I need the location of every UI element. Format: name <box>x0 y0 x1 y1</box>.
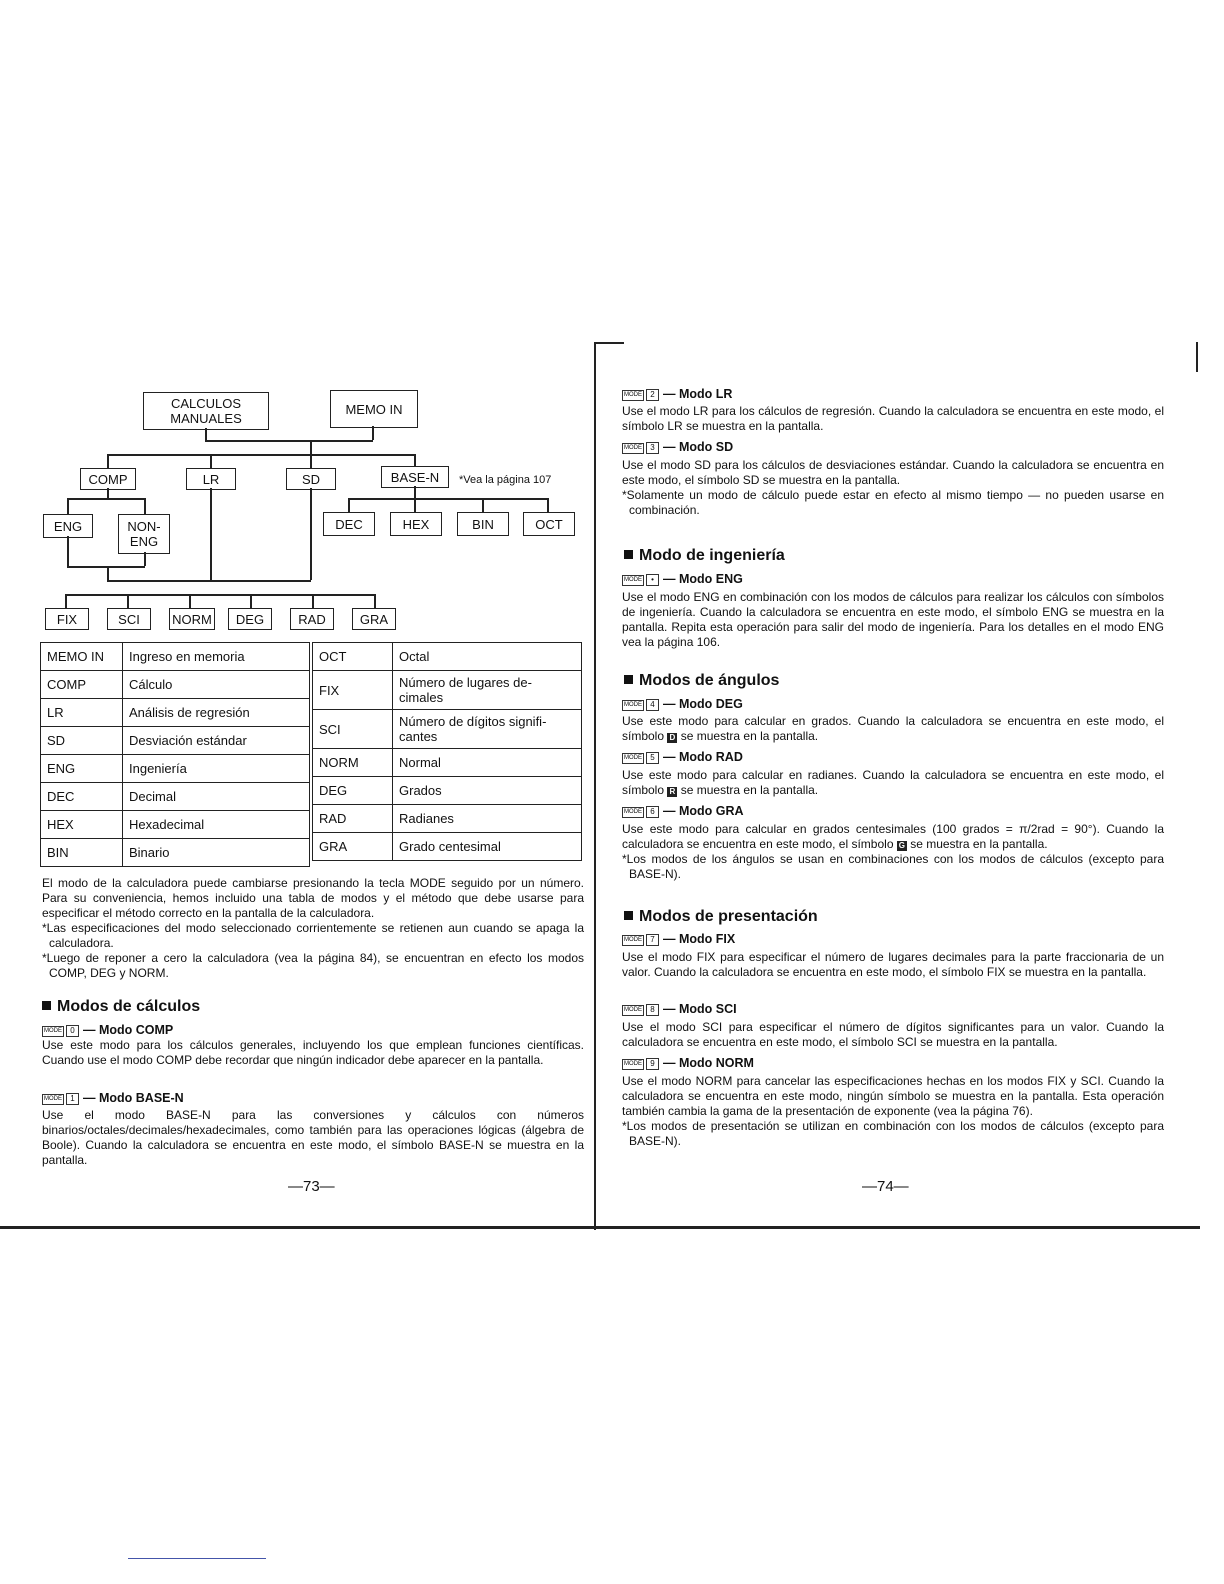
mode-name-cell: SCI <box>313 710 393 749</box>
mode-name-cell: GRA <box>313 833 393 861</box>
section-modos-calculos: Modos de cálculos <box>42 998 200 1016</box>
left-page <box>0 0 600 1584</box>
mode-name-cell: OCT <box>313 643 393 671</box>
table-row <box>313 805 582 833</box>
mode-eng-title: MODE • — Modo ENG <box>624 572 743 586</box>
box-calculos-manuales: CALCULOS MANUALES <box>143 392 269 430</box>
mode-desc-cell: Grados <box>393 777 582 805</box>
mode-desc-cell: Número de dígitos signifi-cantes <box>393 710 582 749</box>
modes-table-left <box>40 642 310 867</box>
angle-note: *Los modos de los ángulos se usan en combinaciones con los modos de cálculos (excepto para BASE-N). <box>622 852 1164 881</box>
mode-name-cell: NORM <box>313 749 393 777</box>
mode-desc-cell: Desviación estándar <box>123 727 310 755</box>
box-sci: SCI <box>107 608 151 630</box>
box-memo-in: MEMO IN <box>330 390 418 428</box>
mode-name-cell: COMP <box>41 671 123 699</box>
table-row <box>313 710 582 749</box>
mode-desc-cell: Ingreso en memoria <box>123 643 310 671</box>
mode-deg-title: MODE 4 — Modo DEG <box>624 697 743 711</box>
mode-desc-cell: Cálculo <box>123 671 310 699</box>
table-row <box>41 783 310 811</box>
rad-symbol-icon: R <box>667 787 677 797</box>
mode-desc-cell: Ingeniería <box>123 755 310 783</box>
mode-name-cell: ENG <box>41 755 123 783</box>
mode-comp-text: Use este modo para los cálculos generales, incluyendo los que emplean funciones científicas. Cuando use el modo COMP debe recordar que ningún indicador debe aparecer en la pantalla. <box>42 1038 584 1067</box>
base-n-note: *Vea la página 107 <box>459 474 552 486</box>
mode-sci-title: MODE 8 — Modo SCI <box>624 1002 737 1016</box>
mode-name-cell: HEX <box>41 811 123 839</box>
box-deg: DEG <box>228 608 272 630</box>
section-modo-ingenieria: Modo de ingeniería <box>624 547 785 565</box>
mode-name-cell: LR <box>41 699 123 727</box>
table-row <box>41 755 310 783</box>
sd-text: Use el modo SD para los cálculos de desviaciones estándar. Cuando la calculadora se encuentra en este modo, el símbolo SD se muestra en la pantalla. <box>622 458 1164 487</box>
mode-comp-title: MODE 0 — Modo COMP <box>44 1023 174 1037</box>
table-row <box>313 833 582 861</box>
right-page <box>600 0 1224 1584</box>
mode-fix-title: MODE 7 — Modo FIX <box>624 932 736 946</box>
mode-sci-text: Use el modo SCI para especificar el número de dígitos significantes para un valor. Cuando la calculadora se encuentra en este modo, el símbolo SCI se muestra en la pantalla. <box>622 1020 1164 1049</box>
box-eng: ENG <box>43 514 93 538</box>
mode-rad-title: MODE 5 — Modo RAD <box>624 750 743 764</box>
mode-lr-title: MODE 2 — Modo LR <box>624 387 733 401</box>
mode-rad-text: Use este modo para calcular en radianes. Cuando la calculadora se encuentra en este modo, el símbolo R se muestra en la pantalla. <box>622 768 1164 797</box>
box-bin: BIN <box>457 512 509 536</box>
mode-fix-text: Use el modo FIX para especificar el número de lugares decimales para la parte fraccionaria de un valor. Cuando la calculadora se encuentra en este modo, el símbolo FIX se muestra en la pantalla. <box>622 950 1164 979</box>
box-lr: LR <box>186 468 236 490</box>
mode-desc-cell: Decimal <box>123 783 310 811</box>
table-row <box>41 699 310 727</box>
box-rad: RAD <box>290 608 334 630</box>
mode-desc-cell: Normal <box>393 749 582 777</box>
table-row <box>41 811 310 839</box>
mode-sd-text <box>622 458 1164 518</box>
modes-table-right <box>312 642 582 861</box>
box-base-n: BASE-N <box>381 466 449 488</box>
deg-symbol-icon: D <box>667 733 677 743</box>
mode-desc-cell: Grado centesimal <box>393 833 582 861</box>
table-row <box>41 671 310 699</box>
note-retained: *Las especificaciones del modo seleccionado corrientemente se retienen aun cuando se apaga la calculadora. <box>42 921 584 950</box>
box-sd: SD <box>286 468 336 490</box>
mode-norm-title: MODE 9 — Modo NORM <box>624 1056 754 1070</box>
box-comp: COMP <box>80 468 136 490</box>
mode-name-cell: DEG <box>313 777 393 805</box>
mode-desc-cell: Binario <box>123 839 310 867</box>
mode-desc-cell: Radianes <box>393 805 582 833</box>
page-number-73: —73— <box>288 1178 335 1195</box>
mode-name-cell: MEMO IN <box>41 643 123 671</box>
intro-block <box>42 876 584 981</box>
mode-gra-text: Use este modo para calcular en grados centesimales (100 grados = π/2rad = 90°). Cuando la calculadora se encuentra en este modo, el símbolo G se muestra en la pantalla. *Los modos de los ángulos se usan en combinaciones con los modos de cálculos (excepto para BASE-N). <box>622 822 1164 881</box>
box-norm: NORM <box>169 608 215 630</box>
mode-name-cell: RAD <box>313 805 393 833</box>
mode-desc-cell: Análisis de regresión <box>123 699 310 727</box>
section-modos-presentacion: Modos de presentación <box>624 908 818 926</box>
table-row <box>41 839 310 867</box>
box-dec: DEC <box>323 512 375 536</box>
intro-text: El modo de la calculadora puede cambiarse presionando la tecla MODE seguido por un número. Para su conveniencia, hemos incluido una tabla de modos y el método que debe usarse para especificar el método correcto en la pantalla de la calculadora. <box>42 876 584 920</box>
note-reset: *Luego de reponer a cero la calculadora (vea la página 84), se encuentran en efecto los modos COMP, DEG y NORM. <box>42 951 584 980</box>
bottom-rule <box>0 1226 1200 1229</box>
table-row <box>313 643 582 671</box>
mode-desc-cell: Hexadecimal <box>123 811 310 839</box>
mode-name-cell: SD <box>41 727 123 755</box>
section-modos-angulos: Modos de ángulos <box>624 672 779 690</box>
sd-note: *Solamente un modo de cálculo puede estar en efecto al mismo tiempo — no pueden usarse en combinación. <box>622 488 1164 517</box>
table-row <box>41 727 310 755</box>
mode-basen-text: Use el modo BASE-N para las conversiones y cálculos con números binarios/octales/decimales/hexadecimales, como también para las operaciones lógicas (álgebra de Boole). Cuando la calculadora se encuentra en este modo, el símbolo BASE-N se muestra en la pantalla. <box>42 1108 584 1167</box>
box-gra: GRA <box>352 608 396 630</box>
table-row <box>313 777 582 805</box>
footer-link-line <box>128 1558 266 1559</box>
box-non-eng: NON- ENG <box>118 514 170 554</box>
gra-symbol-icon: G <box>898 841 905 850</box>
mode-name-cell: DEC <box>41 783 123 811</box>
mode-name-cell: BIN <box>41 839 123 867</box>
table-row <box>41 643 310 671</box>
table-row <box>313 671 582 710</box>
presentation-note: *Los modos de presentación se utilizan en combinación con los modos de cálculos (excepto para BASE-N). <box>622 1119 1164 1148</box>
mode-gra-title: MODE 6 — Modo GRA <box>624 804 744 818</box>
mode-norm-text: Use el modo NORM para cancelar las especificaciones hechas en los modos FIX y SCI. Cuando la calculadora se encuentra en este modo, ningún símbolo se muestra en la pantalla. Esta operación también cambia la gama de la presentación de exponente (vea la página 76). *Los modos de presentación se utilizan en combinación con los modos de cálculos (excepto para BASE-N). <box>622 1074 1164 1148</box>
mode-name-cell: FIX <box>313 671 393 710</box>
mode-lr-text: Use el modo LR para los cálculos de regresión. Cuando la calculadora se encuentra en este modo, el símbolo LR se muestra en la pantalla. <box>622 404 1164 433</box>
mode-sd-title: MODE 3 — Modo SD <box>624 440 734 454</box>
mode-basen-title: MODE 1 — Modo BASE-N <box>44 1091 184 1105</box>
box-fix: FIX <box>45 608 89 630</box>
mode-desc-cell: Octal <box>393 643 582 671</box>
page-number-74: —74— <box>862 1178 909 1195</box>
box-hex: HEX <box>390 512 442 536</box>
table-row <box>313 749 582 777</box>
mode-deg-text: Use este modo para calcular en grados. Cuando la calculadora se encuentra en este modo, el símbolo D se muestra en la pantalla. <box>622 714 1164 743</box>
mode-desc-cell: Número de lugares de-cimales <box>393 671 582 710</box>
mode-eng-text: Use el modo ENG en combinación con los modos de cálculos para realizar los cálculos con símbolos de ingeniería. Cuando la calculadora se encuentra en este modo, el símbolo ENG se muestra en la pantalla. Repita esta operación para salir del modo de ingeniería. Para los detalles en el modo ENG vea la página 106. <box>622 590 1164 649</box>
box-oct: OCT <box>523 512 575 536</box>
